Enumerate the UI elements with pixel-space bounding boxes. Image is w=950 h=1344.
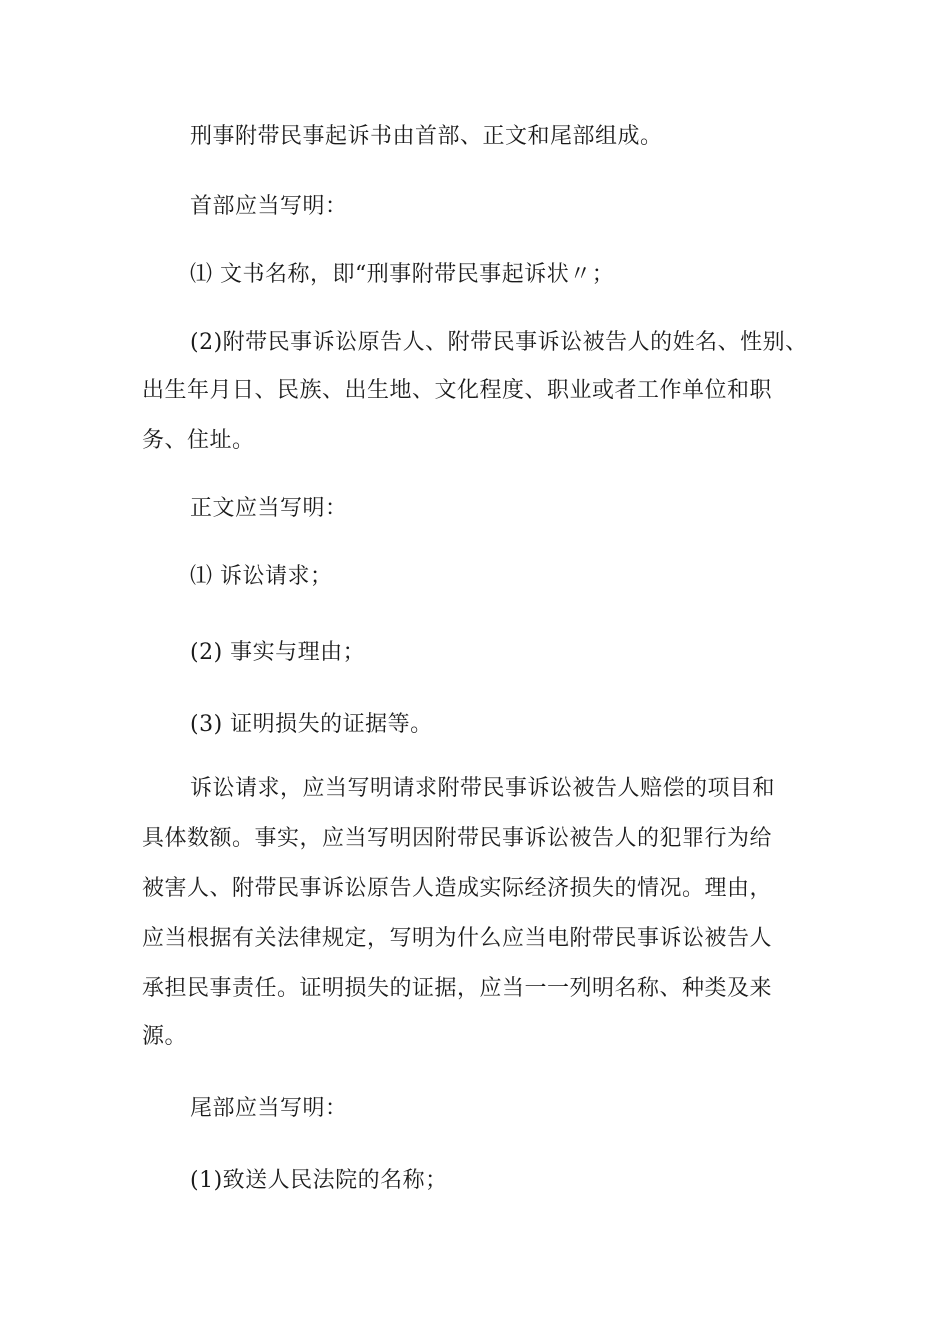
paragraph-explanation-line-2: 具体数额。事实，应当写明因附带民事诉讼被告人的犯罪行为给	[142, 826, 773, 851]
list-item-header-2-line-2: 出生年月日、民族、出生地、文化程度、职业或者工作单位和职	[142, 378, 773, 403]
paragraph-explanation-line-5: 承担民事责任。证明损失的证据，应当一一列明名称、种类及来	[142, 976, 773, 1001]
paragraph-explanation-line-6: 源。	[142, 1024, 188, 1049]
list-item-body-2: (2) 事实与理由；	[190, 640, 366, 665]
list-item-body-3: (3) 证明损失的证据等。	[190, 712, 433, 737]
heading-header-section: 首部应当写明：	[190, 194, 348, 219]
paragraph-explanation-line-1: 诉讼请求，应当写明请求附带民事诉讼被告人赔偿的项目和	[190, 776, 776, 801]
paragraph-explanation-line-4: 应当根据有关法律规定，写明为什么应当电附带民事诉讼被告人	[142, 926, 773, 951]
list-item-footer-1: (1)致送人民法院的名称；	[190, 1168, 448, 1193]
heading-body-section: 正文应当写明：	[190, 496, 348, 521]
list-item-header-2-line-1: (2)附带民事诉讼原告人、附带民事诉讼被告人的姓名、性别、	[190, 330, 808, 355]
list-item-header-1: ⑴ 文书名称，即“刑事附带民事起诉状〃；	[190, 262, 615, 287]
paragraph-explanation-line-3: 被害人、附带民事诉讼原告人造成实际经济损失的情况。理由，	[142, 876, 773, 901]
list-item-body-1: ⑴ 诉讼请求；	[190, 564, 333, 589]
list-item-header-2-line-3: 务、住址。	[142, 428, 255, 453]
heading-footer-section: 尾部应当写明：	[190, 1096, 348, 1121]
paragraph-intro: 刑事附带民事起诉书由首部、正文和尾部组成。	[190, 124, 663, 149]
